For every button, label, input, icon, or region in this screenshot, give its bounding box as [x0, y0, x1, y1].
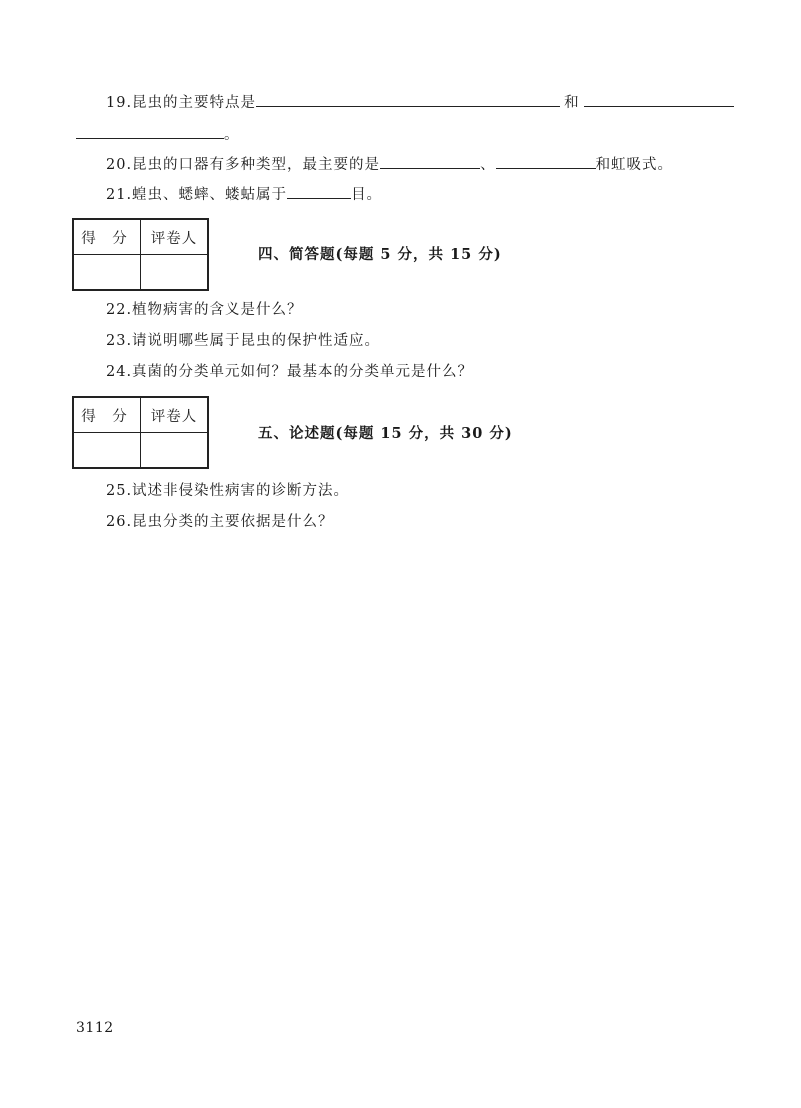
question-19-end: 。 — [224, 127, 240, 143]
answer-blank-19b[interactable] — [584, 92, 734, 107]
question-23: 23.请说明哪些属于昆虫的保护性适应。 — [106, 333, 381, 349]
question-22: 22.植物病害的含义是什么？ — [106, 302, 303, 318]
answer-blank-19c[interactable] — [76, 124, 224, 139]
question-24: 24.真菌的分类单元如何？最基本的分类单元是什么？ — [106, 364, 474, 380]
question-21-end: 目。 — [351, 187, 383, 203]
grader-cell[interactable] — [141, 433, 209, 469]
question-26: 26.昆虫分类的主要依据是什么？ — [106, 514, 334, 530]
grader-header: 评卷人 — [141, 219, 209, 255]
score-header: 得 分 — [73, 219, 141, 255]
section-5-title: 五、论述题(每题 15 分，共 30 分) — [258, 425, 513, 442]
answer-blank-19a[interactable] — [256, 92, 560, 107]
question-20-text: 20.昆虫的口器有多种类型，最主要的是 — [106, 157, 381, 173]
question-25: 25.试述非侵染性病害的诊断方法。 — [106, 483, 350, 499]
section-4-title: 四、简答题(每题 5 分，共 15 分) — [258, 246, 502, 263]
question-19-continued — [76, 124, 240, 145]
question-19-and: 和 — [564, 95, 580, 111]
question-21-text: 21.蝗虫、蟋蟀、蝼蛄属于 — [106, 187, 288, 203]
question-19 — [106, 92, 734, 113]
question-20-end: 和虹吸式。 — [595, 157, 674, 173]
score-table-section5 — [72, 396, 209, 469]
grader-header: 评卷人 — [141, 397, 209, 433]
question-20 — [106, 154, 673, 175]
answer-blank-20a[interactable] — [380, 154, 480, 169]
score-cell[interactable] — [73, 255, 141, 291]
score-table-section4 — [72, 218, 209, 291]
score-header: 得 分 — [73, 397, 141, 433]
question-20-sep: 、 — [480, 157, 496, 173]
question-21 — [106, 184, 382, 205]
grader-cell[interactable] — [141, 255, 209, 291]
answer-blank-20b[interactable] — [496, 154, 596, 169]
score-cell[interactable] — [73, 433, 141, 469]
question-19-text: 19.昆虫的主要特点是 — [106, 95, 257, 111]
page-code: 3112 — [76, 1020, 114, 1036]
answer-blank-21[interactable] — [287, 184, 351, 199]
